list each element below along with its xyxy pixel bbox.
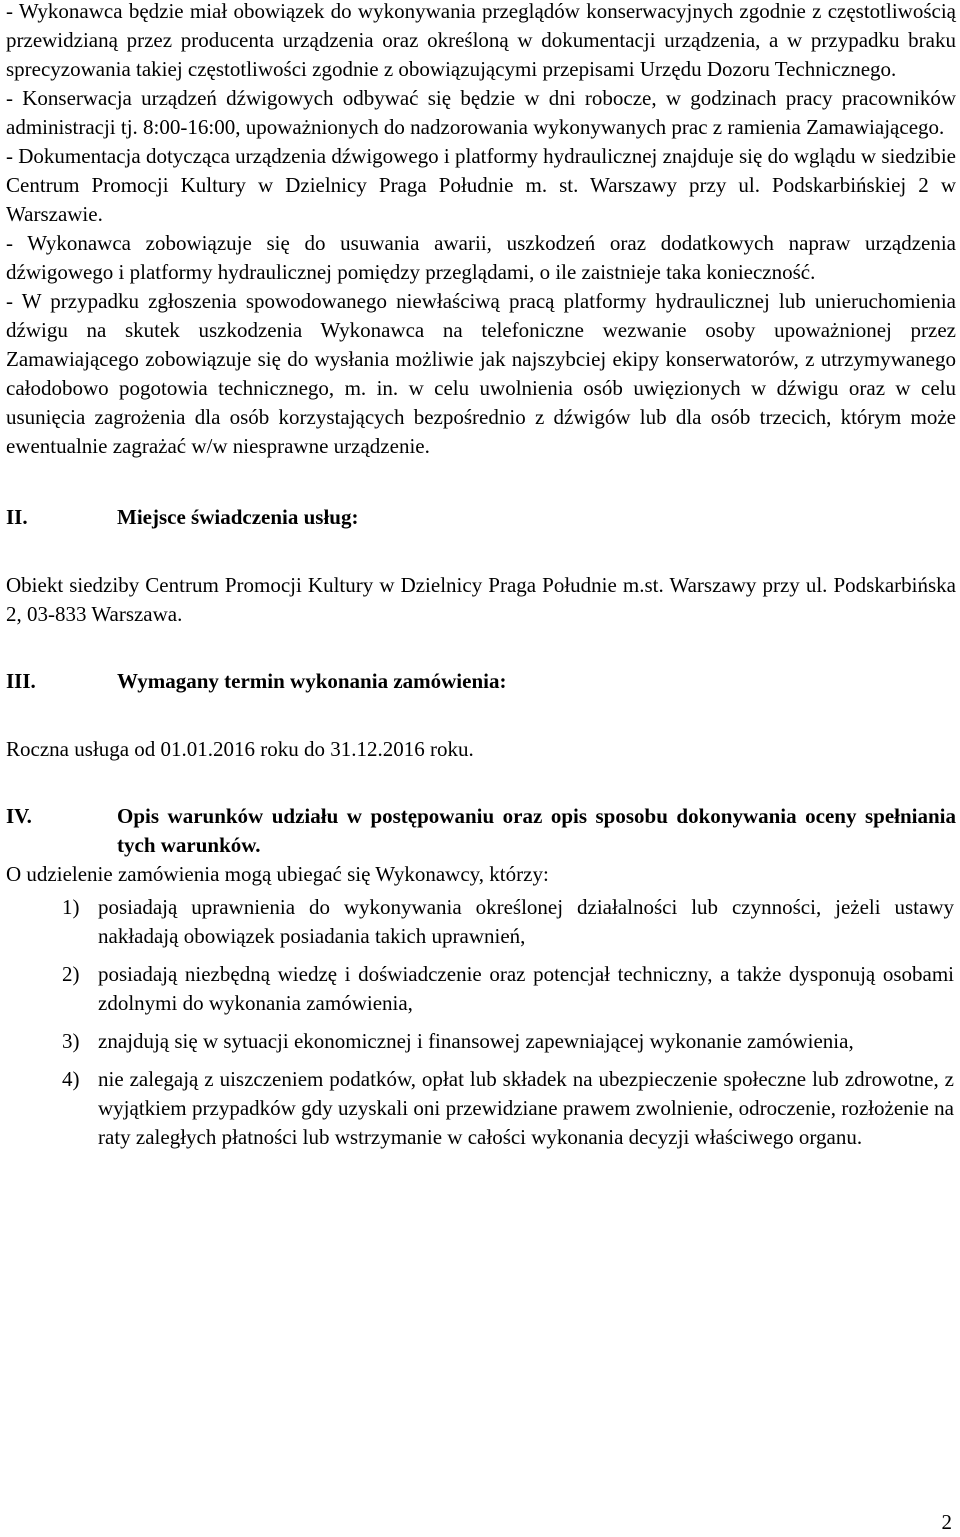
paragraph-maintenance-inspections: - Wykonawca będzie miał obowiązek do wykonywania przeglądów konserwacyjnych zgodnie z częstotliwością przewidzianą przez producenta urządzenia oraz określoną w dokumentacji urządzenia, a w przypadku braku sprecyzowania takiej częstotliwości zgodnie z obowiązującymi przepisami Urzędu Dozoru Technicznego.	[6, 0, 956, 81]
paragraph-conditions-intro: O udzielenie zamówienia mogą ubiegać się Wykonawcy, którzy:	[6, 862, 549, 886]
section-title: Wymagany termin wykonania zamówienia:	[117, 669, 507, 693]
section-heading-place	[6, 503, 956, 532]
paragraph-maintenance-hours: - Konserwacja urządzeń dźwigowych odbywać się będzie w dni robocze, w godzinach pracy pracowników administracji tj. 8:00-16:00, upoważnionych do nadzorowania wykonywanych prac z ramienia Zamawiającego.	[6, 86, 956, 139]
section-number: IV.	[6, 804, 32, 828]
section-number: III.	[6, 669, 36, 693]
list-marker: 2)	[62, 962, 80, 986]
list-marker: 4)	[62, 1067, 80, 1091]
section-heading-conditions	[6, 802, 956, 860]
section-title: Miejsce świadczenia usług:	[117, 505, 359, 529]
list-item-text: znajdują się w sytuacji ekonomicznej i finansowej zapewniającej wykonanie zamówienia,	[98, 1029, 854, 1053]
section-number: II.	[6, 505, 28, 529]
paragraph-failure-repairs: - Wykonawca zobowiązuje się do usuwania awarii, uszkodzeń oraz dodatkowych napraw urządzenia dźwigowego i platformy hydraulicznej pomiędzy przeglądami, o ile zaistnieje taka konieczność.	[6, 231, 956, 284]
list-item	[62, 1027, 956, 1056]
section-title: Opis warunków udziału w postępowaniu oraz opis sposobu dokonywania oceny spełniania tych warunków.	[117, 804, 956, 857]
list-item	[62, 893, 956, 951]
paragraph-documentation-location: - Dokumentacja dotycząca urządzenia dźwigowego i platformy hydraulicznej znajduje się do wglądu w siedzibie Centrum Promocji Kultury w Dzielnicy Praga Południe m. st. Warszawy przy ul. Podskarbińskiej 2 w Warszawie.	[6, 144, 956, 226]
paragraph-service-term: Roczna usługa od 01.01.2016 roku do 31.12.2016 roku.	[6, 737, 474, 761]
section-heading-deadline	[6, 667, 956, 696]
list-marker: 3)	[62, 1029, 80, 1053]
page-number: 2	[941, 1510, 952, 1534]
paragraph-service-place: Obiekt siedziby Centrum Promocji Kultury w Dzielnicy Praga Południe m.st. Warszawy przy ul. Podskarbińska 2, 03-833 Warszawa.	[6, 573, 956, 626]
list-marker: 1)	[62, 895, 80, 919]
list-item-text: posiadają uprawnienia do wykonywania określonej działalności lub czynności, jeżeli ustawy nakładają obowiązek posiadania takich uprawnień,	[98, 895, 954, 948]
list-item-text: nie zalegają z uiszczeniem podatków, opłat lub składek na ubezpieczenie społeczne lub zdrowotne, z wyjątkiem przypadków gdy uzyskali oni przewidziane prawem zwolnienie, odroczenie, rozłożenie na raty zaległych płatności lub wstrzymanie w całości wykonania decyzji właściwego organu.	[98, 1067, 954, 1149]
conditions-list	[6, 893, 956, 1152]
list-item-text: posiadają niezbędną wiedzę i doświadczenie oraz potencjał techniczny, a także dysponują osobami zdolnymi do wykonania zamówienia,	[98, 962, 954, 1015]
document-page	[6, 0, 956, 1152]
list-item	[62, 960, 956, 1018]
paragraph-emergency-response: - W przypadku zgłoszenia spowodowanego niewłaściwą pracą platformy hydraulicznej lub unieruchomienia dźwigu na skutek uszkodzenia Wykonawca na telefoniczne wezwanie osoby upoważnionej przez Zamawiającego zobowiązuje się do wysłania możliwie jak najszybciej ekipy konserwatorów, z utrzymywanego całodobowo pogotowia technicznego, m. in. w celu uwolnienia osób uwięzionych w dźwigu oraz w celu usunięcia zagrożenia dla osób korzystających bezpośrednio z dźwigów lub dla osób trzecich, którym może ewentualnie zagrażać w/w niesprawne urządzenie.	[6, 289, 956, 458]
list-item	[62, 1065, 956, 1152]
